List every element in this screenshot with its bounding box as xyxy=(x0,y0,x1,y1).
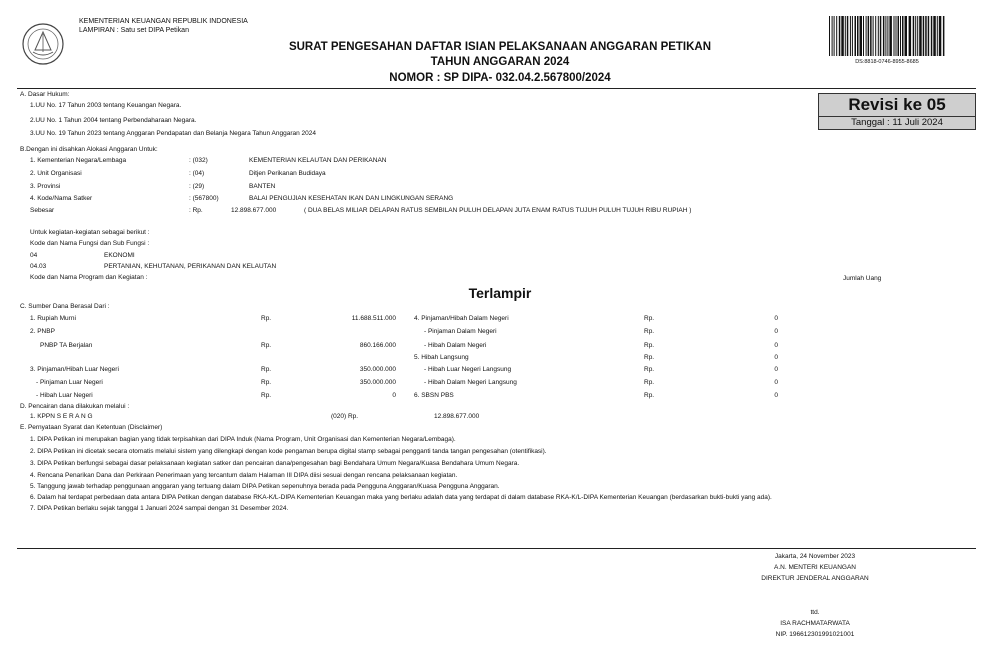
fund-source-label: PNBP TA Berjalan xyxy=(40,342,93,349)
fund-source-rp: Rp. xyxy=(261,366,272,373)
fund-source-label: 4. Pinjaman/Hibah Dalam Negeri xyxy=(414,315,509,322)
allocation-code: : (04) xyxy=(189,170,205,177)
fund-source-rp: Rp. xyxy=(261,392,272,399)
fund-source-rp: Rp. xyxy=(644,366,655,373)
fund-source-amount: 11.688.511.000 xyxy=(351,315,396,322)
lampiran-text: LAMPIRAN : Satu set DIPA Petikan xyxy=(79,27,189,34)
fungsi-name: EKONOMI xyxy=(104,252,135,259)
fund-source-label: - Hibah Luar Negeri xyxy=(36,392,93,399)
allocation-value: BANTEN xyxy=(249,183,276,190)
section-a-title: A. Dasar Hukum: xyxy=(20,91,70,98)
signature-nip: NIP. 196612301991021001 xyxy=(775,631,855,638)
fungsi-code: 04 xyxy=(30,252,38,259)
fund-source-label: 3. Pinjaman/Hibah Luar Negeri xyxy=(30,366,119,373)
terlampir-text: Terlampir xyxy=(468,285,532,301)
barcode xyxy=(829,16,945,56)
disclaimer-item: 1. DIPA Petikan ini merupakan bagian yang tidak terpisahkan dari DIPA Induk (Nama Program, Unit Organisasi dan Kementerian Negara/Lembaga). xyxy=(30,436,456,443)
section-b-title: B.Dengan ini disahkan Alokasi Anggaran Untuk: xyxy=(20,146,158,153)
jumlah-uang-label: Jumlah Uang xyxy=(843,275,882,282)
fund-source-label: 2. PNBP xyxy=(30,328,55,335)
program-label: Kode dan Nama Program dan Kegiatan : xyxy=(30,274,148,281)
fund-source-label: 5. Hibah Langsung xyxy=(414,354,469,361)
kppn-amount: 12.898.677.000 xyxy=(434,413,480,420)
disclaimer-item: 2. DIPA Petikan ini dicetak secara otomatis melalui sistem yang dilengkapi dengan kode pengaman berupa digital stamp sebagai pengganti tanda tangan pengesahan (otentifikasi). xyxy=(30,448,547,455)
fund-source-rp: Rp. xyxy=(644,354,655,361)
subfungsi-code: 04.03 xyxy=(30,263,47,270)
doc-title-line1: SURAT PENGESAHAN DAFTAR ISIAN PELAKSANAAN ANGGARAN PETIKAN xyxy=(288,41,712,53)
legal-basis-item: 2.UU No. 1 Tahun 2004 tentang Perbendaharaan Negara. xyxy=(30,117,197,124)
fund-source-rp: Rp. xyxy=(261,315,272,322)
revisi-box: Revisi ke 05 xyxy=(818,93,976,117)
sebesar-rp: : Rp. xyxy=(189,207,203,214)
disclaimer-item: 3. DIPA Petikan berfungsi sebagai dasar pelaksanaan kegiatan satker dan pencairan dana/pengesahan bagi Bendahara Umum Negara/Kuasa Bendahara Umum Negara. xyxy=(30,460,520,467)
section-c-title: C. Sumber Dana Berasal Dari : xyxy=(20,303,110,310)
doc-title-line2: TAHUN ANGGARAN 2024 xyxy=(430,56,570,68)
sebesar-words: ( DUA BELAS MILIAR DELAPAN RATUS SEMBILAN PULUH DELAPAN JUTA ENAM RATUS TUJUH PULUH TUJUH RIBU RUPIAH ) xyxy=(304,207,692,214)
allocation-value: Ditjen Perikanan Budidaya xyxy=(249,170,326,177)
fund-source-amount: 0 xyxy=(774,392,778,399)
signature-line1: A.N. MENTERI KEUANGAN xyxy=(774,564,856,571)
ministry-emblem xyxy=(21,22,65,66)
fund-source-label: 6. SBSN PBS xyxy=(414,392,454,399)
fund-source-label: 1. Rupiah Murni xyxy=(30,315,76,322)
disclaimer-item: 4. Rencana Penarikan Dana dan Perkiraan Penerimaan yang tercantum dalam Halaman III DIPA diisi sesuai dengan rencana pelaksanaan kegiatan. xyxy=(30,472,458,479)
allocation-code: : (032) xyxy=(189,157,208,164)
fund-source-amount: 350.000.000 xyxy=(359,379,396,386)
fund-source-rp: Rp. xyxy=(644,342,655,349)
fund-source-amount: 350.000.000 xyxy=(359,366,396,373)
section-d-title: D. Pencairan dana dilakukan melalui : xyxy=(20,403,130,410)
fund-source-rp: Rp. xyxy=(261,379,272,386)
digital-stamp-code: DS:8818-0746-8955-8685 xyxy=(855,59,919,65)
legal-basis-item: 3.UU No. 19 Tahun 2023 tentang Anggaran Pendapatan dan Belanja Negara Tahun Anggaran 2024 xyxy=(30,130,316,137)
ministry-name: KEMENTERIAN KEUANGAN REPUBLIK INDONESIA xyxy=(79,18,248,25)
doc-title-line3: NOMOR : SP DIPA- 032.04.2.567800/2024 xyxy=(389,72,611,84)
kppn-name: 1. KPPN S E R A N G xyxy=(30,413,93,420)
fund-source-rp: Rp. xyxy=(644,328,655,335)
legal-basis-item: 1.UU No. 17 Tahun 2003 tentang Keuangan Negara. xyxy=(30,102,182,109)
allocation-value: BALAI PENGUJIAN KESEHATAN IKAN DAN LINGKUNGAN SERANG xyxy=(249,195,454,202)
fund-source-amount: 0 xyxy=(774,328,778,335)
section-e-title: E. Pernyataan Syarat dan Ketentuan (Disclaimer) xyxy=(20,424,163,431)
signature-line2: DIREKTUR JENDERAL ANGGARAN xyxy=(761,575,869,582)
disclaimer-item: 6. Dalam hal terdapat perbedaan data antara DIPA Petikan dengan database RKA-K/L-DIPA Kementerian Keuangan maka yang berlaku adalah data yang terdapat di dalam database RKA-K/L-DIPA Kementerian Keuangan (berdasarkan bukti-bukti yang ada). xyxy=(30,494,772,501)
sebesar-label: Sebesar xyxy=(30,207,55,214)
signature-place-date: Jakarta, 24 November 2023 xyxy=(774,553,856,560)
fund-source-amount: 0 xyxy=(774,315,778,322)
fund-source-amount: 0 xyxy=(774,354,778,361)
fund-source-label: - Hibah Luar Negeri Langsung xyxy=(424,366,512,373)
fund-source-label: - Pinjaman Dalam Negeri xyxy=(424,328,497,335)
fund-source-amount: 0 xyxy=(392,392,396,399)
untuk-text: Untuk kegiatan-kegiatan sebagai berikut : xyxy=(30,229,150,236)
fund-source-rp: Rp. xyxy=(644,392,655,399)
allocation-label: 3. Provinsi xyxy=(30,183,61,190)
allocation-value: KEMENTERIAN KELAUTAN DAN PERIKANAN xyxy=(249,157,387,164)
signature-ttd: ttd. xyxy=(810,609,820,616)
fund-source-amount: 0 xyxy=(774,342,778,349)
fund-source-rp: Rp. xyxy=(644,379,655,386)
fund-source-amount: 860.166.000 xyxy=(359,342,396,349)
allocation-label: 1. Kementerian Negara/Lembaga xyxy=(30,157,127,164)
allocation-code: : (29) xyxy=(189,183,205,190)
allocation-label: 4. Kode/Nama Satker xyxy=(30,195,93,202)
disclaimer-item: 7. DIPA Petikan berlaku sejak tanggal 1 Januari 2024 sampai dengan 31 Desember 2024. xyxy=(30,505,289,512)
fund-source-label: - Hibah Dalam Negeri xyxy=(424,342,487,349)
subfungsi-name: PERTANIAN, KEHUTANAN, PERIKANAN DAN KELAUTAN xyxy=(104,263,277,270)
footer-divider xyxy=(17,548,976,549)
signature-name: ISA RACHMATARWATA xyxy=(780,620,850,627)
fund-source-label: - Pinjaman Luar Negeri xyxy=(36,379,103,386)
sebesar-amount: 12.898.677.000 xyxy=(231,207,277,214)
fungsi-label: Kode dan Nama Fungsi dan Sub Fungsi : xyxy=(30,240,150,247)
fund-source-amount: 0 xyxy=(774,379,778,386)
revisi-date: Tanggal : 11 Juli 2024 xyxy=(818,116,976,130)
fund-source-rp: Rp. xyxy=(261,342,272,349)
fund-source-amount: 0 xyxy=(774,366,778,373)
kppn-code: (020) Rp. xyxy=(331,413,359,420)
fund-source-label: - Hibah Dalam Negeri Langsung xyxy=(424,379,517,386)
disclaimer-item: 5. Tanggung jawab terhadap penggunaan anggaran yang tertuang dalam DIPA Petikan sepenuhnya berada pada Pengguna Anggaran/Kuasa Pengguna Anggaran. xyxy=(30,483,500,490)
fund-source-rp: Rp. xyxy=(644,315,655,322)
allocation-label: 2. Unit Organisasi xyxy=(30,170,82,177)
header-divider xyxy=(17,88,976,89)
allocation-code: : (567800) xyxy=(189,195,219,202)
